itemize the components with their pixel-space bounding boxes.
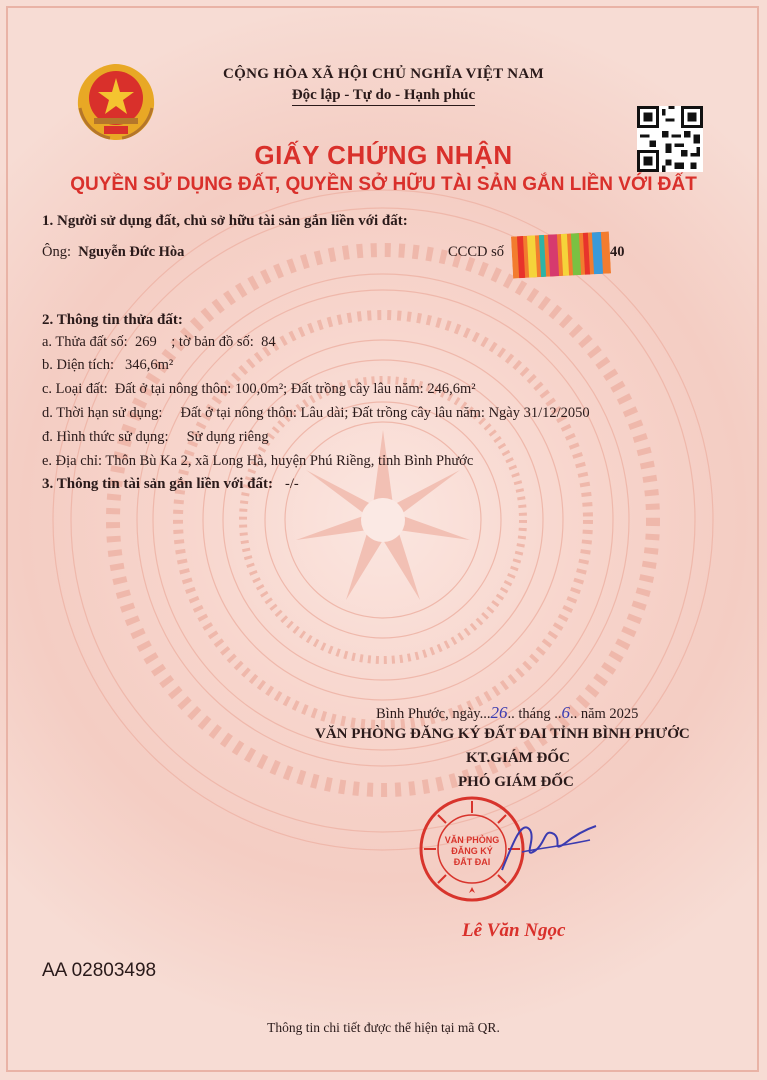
term-line: d. Thời hạn sử dụng: Đất ở tại nông thôn: Lâu dài; Đất trồng cây lâu năm: Ngày 31/12/2050 [42, 405, 590, 421]
issuing-office: VĂN PHÒNG ĐĂNG KÝ ĐẤT ĐAI TỈNH BÌNH PHƯỚC [315, 726, 690, 742]
certificate-subtitle: QUYỀN SỬ DỤNG ĐẤT, QUYỀN SỞ HỮU TÀI SẢN GẮN LIỀN VỚI ĐẤT [70, 174, 697, 195]
owner-prefix: Ông: [42, 244, 71, 260]
section1-heading: 1. Người sử dụng đất, chủ sở hữu tài sản gắn liền với đất: [42, 213, 408, 229]
id-label: CCCD số [448, 244, 505, 260]
usage-form-line: đ. Hình thức sử dụng: Sử dụng riêng [42, 429, 269, 445]
kt-director: KT.GIÁM ĐỐC [466, 750, 570, 766]
section3-line [42, 475, 299, 493]
footer-note: Thông tin chi tiết được thể hiện tại mã QR. [267, 1020, 500, 1035]
section3-heading: 3. Thông tin tài sản gắn liền với đất: [42, 476, 273, 492]
section2-heading: 2. Thông tin thửa đất: [42, 312, 183, 328]
area-value: 346,6m² [124, 357, 174, 373]
parcel-line: a. Thửa đất số: 269 ; tờ bản đồ số: 84 [42, 334, 276, 350]
signing-date: Bình Phước, ngày...26.. tháng ..6.. năm 2025 [376, 703, 639, 722]
signer-name: Lê Văn Ngọc [462, 920, 566, 941]
usage-form-value: Sử dụng riêng [186, 429, 269, 445]
owner-name: Nguyễn Đức Hòa [78, 244, 185, 260]
id-suffix: 40 [610, 244, 625, 260]
sign-day: 26 [490, 703, 508, 722]
owner-line [42, 244, 184, 261]
country-name: CỘNG HÒA XÃ HỘI CHỦ NGHĨA VIỆT NAM [223, 66, 544, 82]
serial-number: AA 02803498 [42, 960, 157, 981]
land-type-value: Đất ở tại nông thôn: 100,0m²; Đất trồng cây lâu năm: 246,6m² [114, 381, 476, 397]
seal-text: VĂN PHÒNG ĐĂNG KÝ ĐẤT ĐAI [444, 835, 500, 867]
parcel-number: 269 [134, 334, 157, 350]
redaction-sticker [511, 231, 611, 278]
section3-value: -/- [285, 476, 299, 492]
term-value: Đất ở tại nông thôn: Lâu dài; Đất trồng cây lâu năm: Ngày 31/12/2050 [180, 405, 590, 421]
address-line: e. Địa chỉ: Thôn Bù Ka 2, xã Long Hà, huyện Phú Riềng, tỉnh Bình Phước [42, 453, 474, 469]
national-motto: Độc lập - Tự do - Hạnh phúc [0, 87, 767, 106]
signature-mark [492, 800, 602, 880]
deputy-director: PHÓ GIÁM ĐỐC [458, 774, 574, 790]
map-number: 84 [261, 334, 276, 350]
area-line: b. Diện tích: 346,6m² [42, 357, 174, 373]
sign-month: 6 [561, 703, 570, 722]
certificate-title: GIẤY CHỨNG NHẬN [254, 140, 513, 170]
land-type-line: c. Loại đất: Đất ở tại nông thôn: 100,0m²; Đất trồng cây lâu năm: 246,6m² [42, 381, 476, 397]
